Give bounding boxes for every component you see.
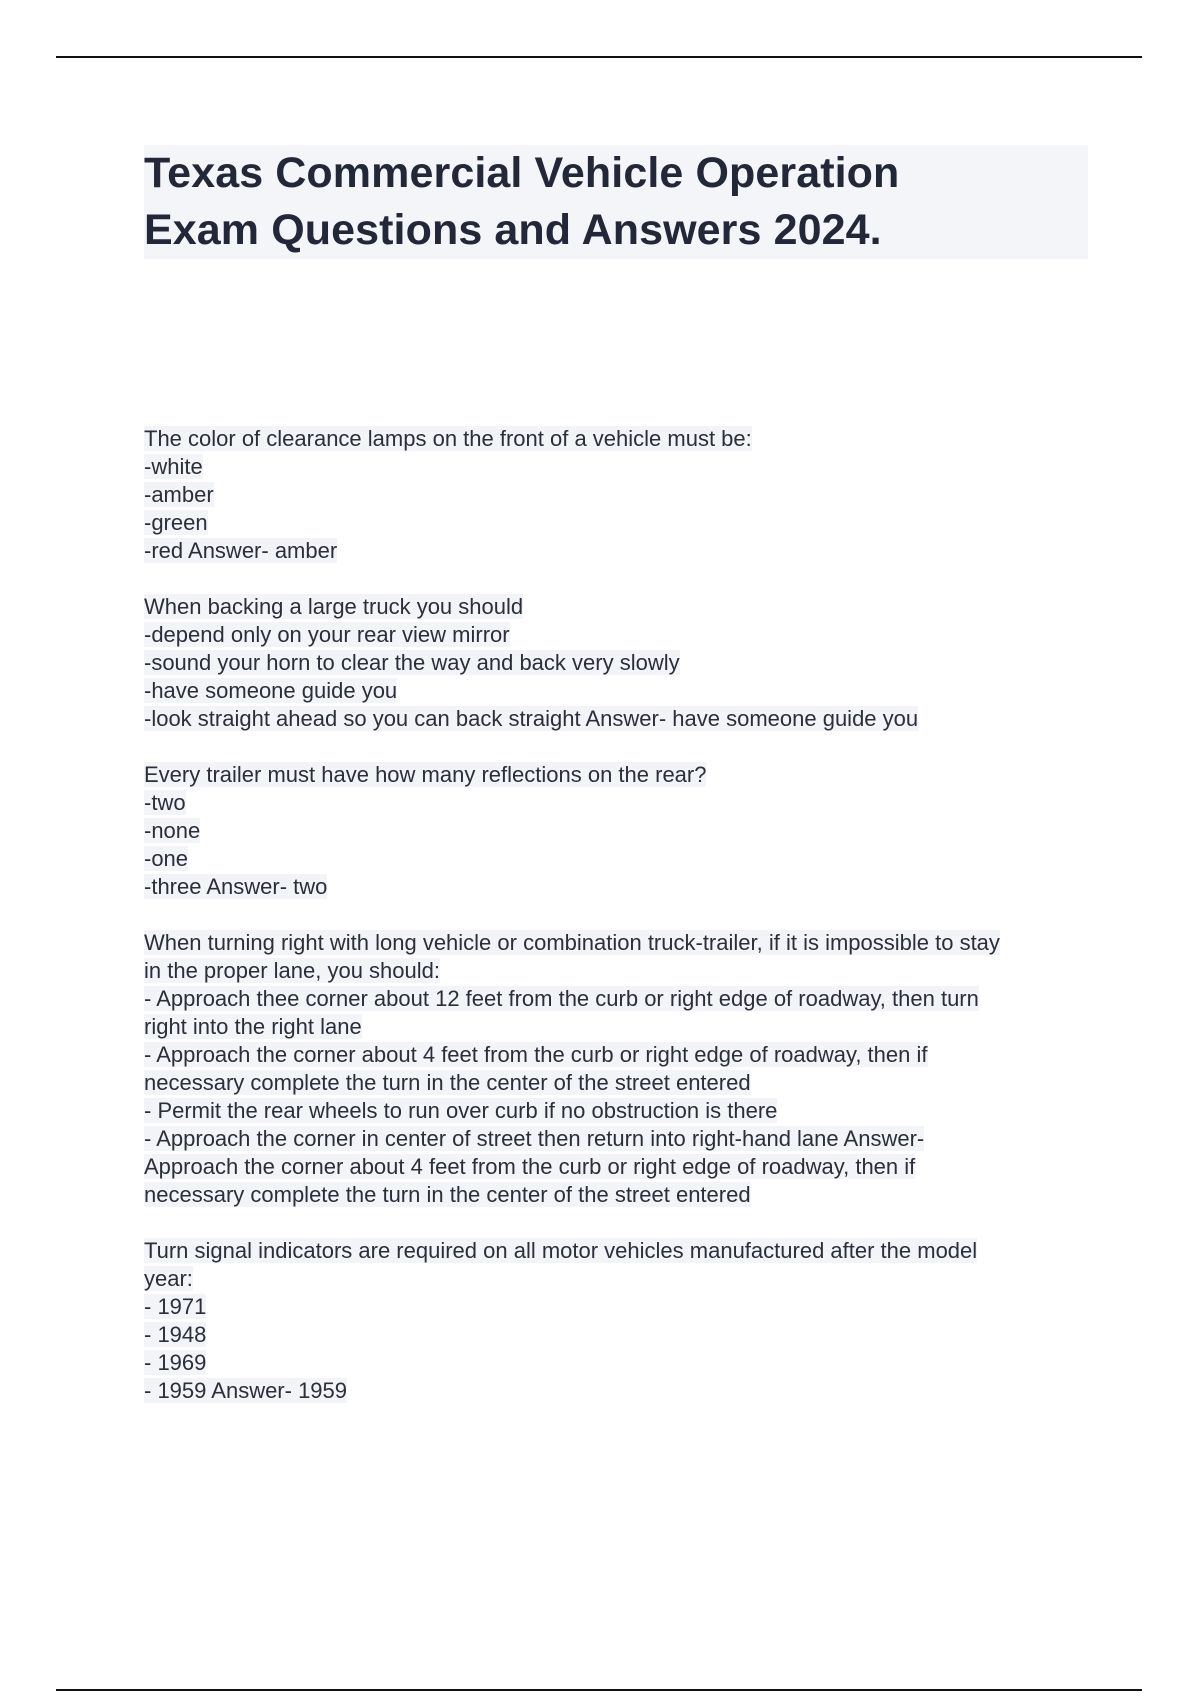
answer-text: necessary complete the turn in the center of the street entered	[144, 1182, 751, 1207]
answer-option: necessary complete the turn in the center of the street entered	[144, 1070, 751, 1095]
answer-option: -sound your horn to clear the way and back very slowly	[144, 650, 680, 675]
question-block-3	[144, 761, 1104, 901]
answer-option: -none	[144, 818, 201, 843]
answer-option: - 1971	[144, 1294, 207, 1319]
answer-option: - 1969	[144, 1350, 207, 1375]
bottom-rule	[56, 1689, 1142, 1691]
answer-option-with-answer: -three Answer- two	[144, 874, 328, 899]
title-line-1: Texas Commercial Vehicle Operation	[144, 149, 900, 197]
document-title	[144, 145, 1088, 259]
answer-option-with-answer: -red Answer- amber	[144, 538, 338, 563]
question-text: year:	[144, 1266, 193, 1291]
answer-option: -two	[144, 790, 186, 815]
answer-option: -white	[144, 454, 203, 479]
title-line-2: Exam Questions and Answers 2024.	[144, 206, 882, 254]
answer-option: -one	[144, 846, 189, 871]
questions-list	[144, 425, 1104, 1433]
answer-option: right into the right lane	[144, 1014, 362, 1039]
answer-option: -depend only on your rear view mirror	[144, 622, 510, 647]
answer-option-with-answer: - Approach the corner in center of street then return into right-hand lane Answer-	[144, 1126, 925, 1151]
answer-option: - Approach the corner about 4 feet from the curb or right edge of roadway, then if	[144, 1042, 928, 1067]
answer-option: - Approach thee corner about 12 feet from the curb or right edge of roadway, then turn	[144, 986, 979, 1011]
answer-option: -green	[144, 510, 208, 535]
question-text: When backing a large truck you should	[144, 594, 524, 619]
answer-option-with-answer: -look straight ahead so you can back straight Answer- have someone guide you	[144, 706, 919, 731]
question-block-1	[144, 425, 1104, 565]
answer-option: -have someone guide you	[144, 678, 398, 703]
answer-text: Approach the corner about 4 feet from the curb or right edge of roadway, then if	[144, 1154, 916, 1179]
answer-option-with-answer: - 1959 Answer- 1959	[144, 1378, 348, 1403]
question-block-4	[144, 929, 1104, 1209]
question-text: The color of clearance lamps on the front of a vehicle must be:	[144, 426, 752, 451]
question-block-5	[144, 1237, 1104, 1405]
answer-option: - Permit the rear wheels to run over curb if no obstruction is there	[144, 1098, 778, 1123]
answer-option: - 1948	[144, 1322, 207, 1347]
question-text: in the proper lane, you should:	[144, 958, 440, 983]
top-rule	[56, 56, 1142, 58]
question-text: Every trailer must have how many reflections on the rear?	[144, 762, 707, 787]
question-block-2	[144, 593, 1104, 733]
answer-option: -amber	[144, 482, 214, 507]
question-text: When turning right with long vehicle or combination truck-trailer, if it is impossible to stay	[144, 930, 1000, 955]
question-text: Turn signal indicators are required on all motor vehicles manufactured after the model	[144, 1238, 978, 1263]
